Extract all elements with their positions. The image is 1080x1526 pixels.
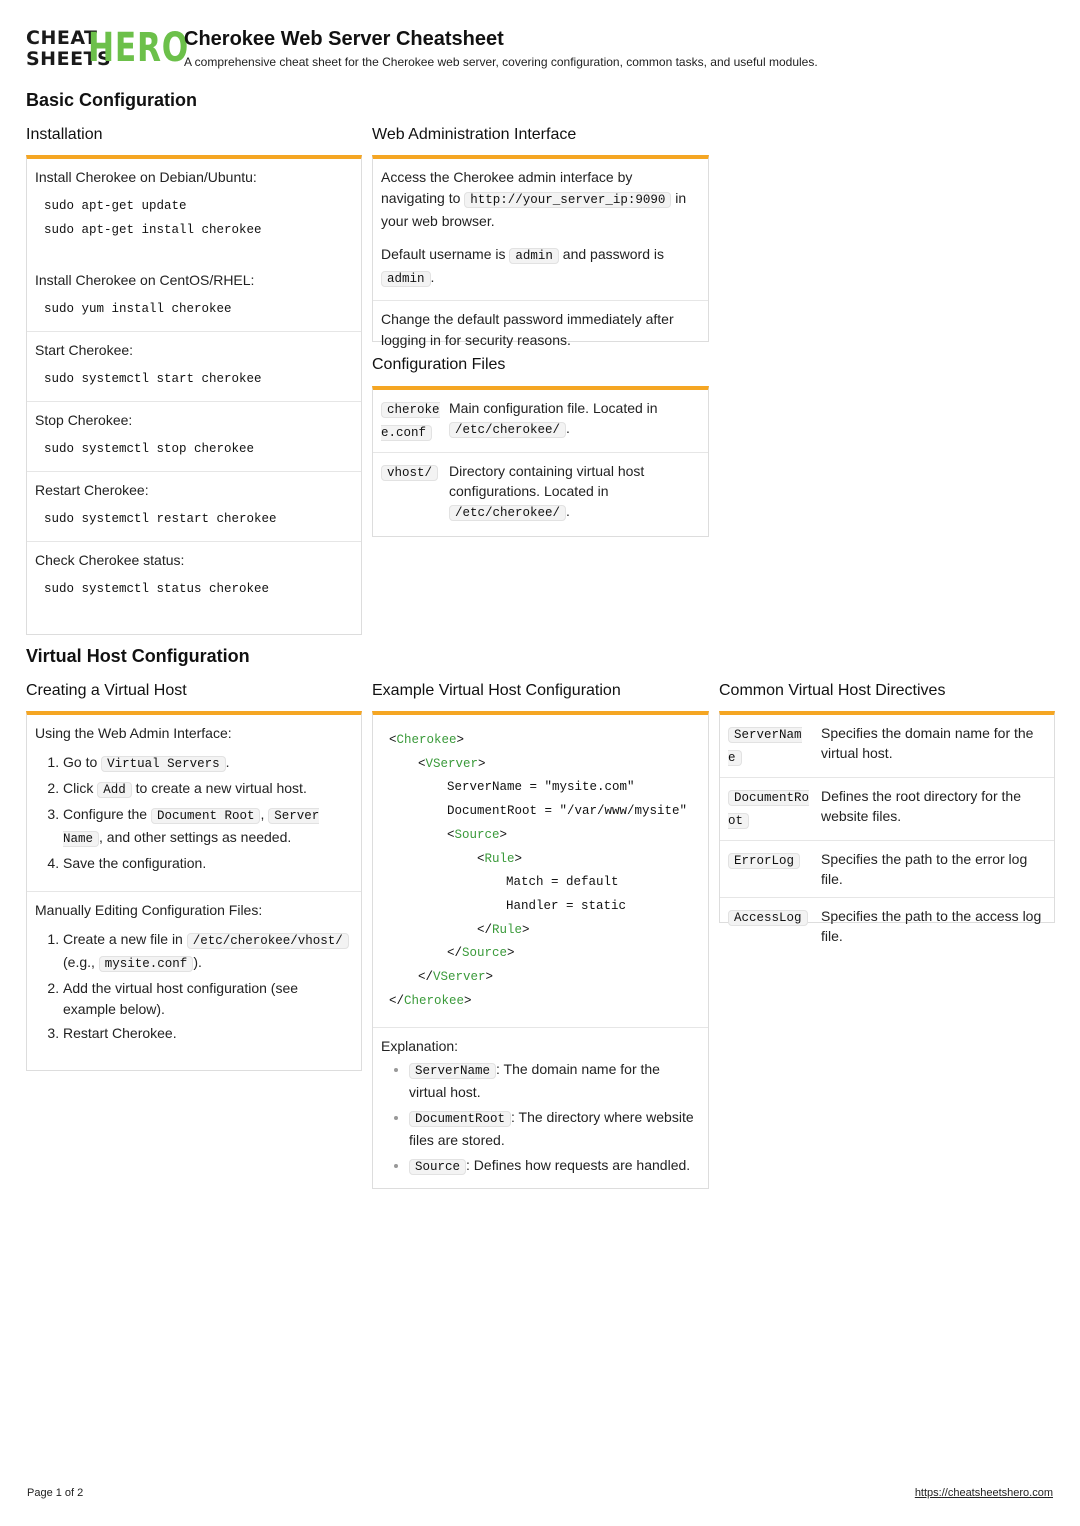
explanation-item: • DocumentRoot : The directory where website files are stored. — [409, 1107, 700, 1151]
web-admin-label: Using the Web Admin Interface: — [35, 725, 232, 741]
command: sudo apt-get install cherokee — [44, 223, 262, 237]
example-title: Example Virtual Host Configuration — [372, 682, 621, 699]
table-row: ErrorLog Specifies the path to the error log file. — [720, 841, 1054, 898]
installation-card — [26, 155, 362, 635]
step: 2. Add the virtual host configuration (see example below). — [63, 978, 353, 1020]
configfiles-card — [372, 386, 709, 537]
step: 2. Click Add to create a new virtual host. — [63, 778, 353, 801]
command: sudo systemctl stop cherokee — [44, 442, 255, 456]
logo-cheat: CHEAT — [26, 27, 98, 49]
explanation-item: • ServerName : The domain name for the virtual host. — [409, 1059, 700, 1103]
command: sudo systemctl start cherokee — [44, 372, 262, 386]
step: 3. Configure the Document Root , Server Name , and other settings as needed. — [63, 804, 353, 850]
code-block: <Cherokee> <VServer> ServerName = "mysite.com" DocumentRoot = "/var/www/mysite" <Source> <Rule> Match = default Handler = static </Rule> </Source> </VServer> </Cherokee> — [373, 715, 708, 1028]
status-label: Check Cherokee status: — [35, 552, 185, 568]
list-item — [27, 402, 361, 472]
list-item — [27, 892, 361, 1057]
installation-title: Installation — [26, 126, 103, 143]
page-title: Cherokee Web Server Cheatsheet — [184, 28, 504, 50]
command: sudo apt-get update — [44, 199, 187, 213]
list-item — [27, 332, 361, 402]
directives-title: Common Virtual Host Directives — [719, 682, 946, 699]
start-label: Start Cherokee: — [35, 342, 134, 358]
list-item: Change the default password immediately after logging in for security reasons. — [381, 311, 674, 348]
site-link[interactable]: https://cheatsheetshero.com — [914, 1487, 1053, 1499]
list-item — [27, 159, 361, 332]
section-basic-configuration: Basic Configuration — [26, 90, 198, 110]
command: sudo systemctl restart cherokee — [44, 512, 277, 526]
list-item — [27, 472, 361, 542]
web-admin-steps — [35, 752, 353, 874]
step: 4. Save the configuration. — [63, 853, 353, 874]
admin-url: http://your_server_ip:9090 — [464, 192, 671, 208]
explanation-list — [381, 1059, 700, 1178]
debian-label: Install Cherokee on Debian/Ubuntu: — [35, 169, 257, 185]
step: 3. Restart Cherokee. — [63, 1023, 353, 1044]
command: sudo yum install cherokee — [44, 302, 232, 316]
table-row: vhost/ Directory containing virtual host configurations. Located in /etc/cherokee/ . — [373, 453, 708, 531]
list-item: Default username is admin and password is admin . — [373, 236, 708, 301]
restart-label: Restart Cherokee: — [35, 482, 149, 498]
webadmin-card — [372, 155, 709, 348]
table-row: AccessLog Specifies the path to the access log file. — [720, 898, 1054, 954]
step: 1. Create a new file in /etc/cherokee/vhost/ (e.g., mysite.conf ). — [63, 929, 353, 975]
configfiles-title: Configuration Files — [372, 356, 506, 373]
manual-label: Manually Editing Configuration Files: — [35, 902, 263, 918]
page-number: Page 1 of 2 — [27, 1487, 84, 1499]
list-item — [373, 1028, 708, 1192]
creating-card — [26, 711, 362, 1071]
list-item — [27, 715, 361, 892]
logo — [26, 25, 190, 72]
stop-label: Stop Cherokee: — [35, 412, 133, 428]
directives-card — [719, 711, 1055, 944]
step: 1. Go to Virtual Servers . — [63, 752, 353, 775]
manual-steps — [35, 929, 353, 1044]
list-item — [27, 542, 361, 611]
table-row: ServerName Specifies the domain name for the virtual host. — [720, 715, 1054, 778]
webadmin-title: Web Administration Interface — [372, 126, 577, 143]
explanation-label: Explanation: — [381, 1038, 459, 1055]
table-row: DocumentRoot Defines the root directory for the website files. — [720, 778, 1054, 841]
example-card — [372, 711, 709, 1189]
logo-sheets: SHEETS — [26, 48, 112, 70]
list-item: Access the Cherokee admin interface by navigating to http://your_server_ip:9090 in your web browser. — [381, 169, 687, 229]
centos-label: Install Cherokee on CentOS/RHEL: — [35, 272, 255, 288]
explanation-item: • Source : Defines how requests are handled. — [409, 1155, 700, 1178]
logo-hero: HERO — [88, 25, 190, 71]
creating-title: Creating a Virtual Host — [26, 682, 187, 699]
command: sudo systemctl status cherokee — [44, 582, 270, 596]
section-virtual-host-configuration: Virtual Host Configuration — [26, 646, 250, 666]
page-subtitle: A comprehensive cheat sheet for the Cherokee web server, covering configuration, common tasks, and useful modules. — [184, 55, 818, 69]
table-row: cherokee.conf Main configuration file. Located in /etc/cherokee/ . — [373, 390, 708, 453]
